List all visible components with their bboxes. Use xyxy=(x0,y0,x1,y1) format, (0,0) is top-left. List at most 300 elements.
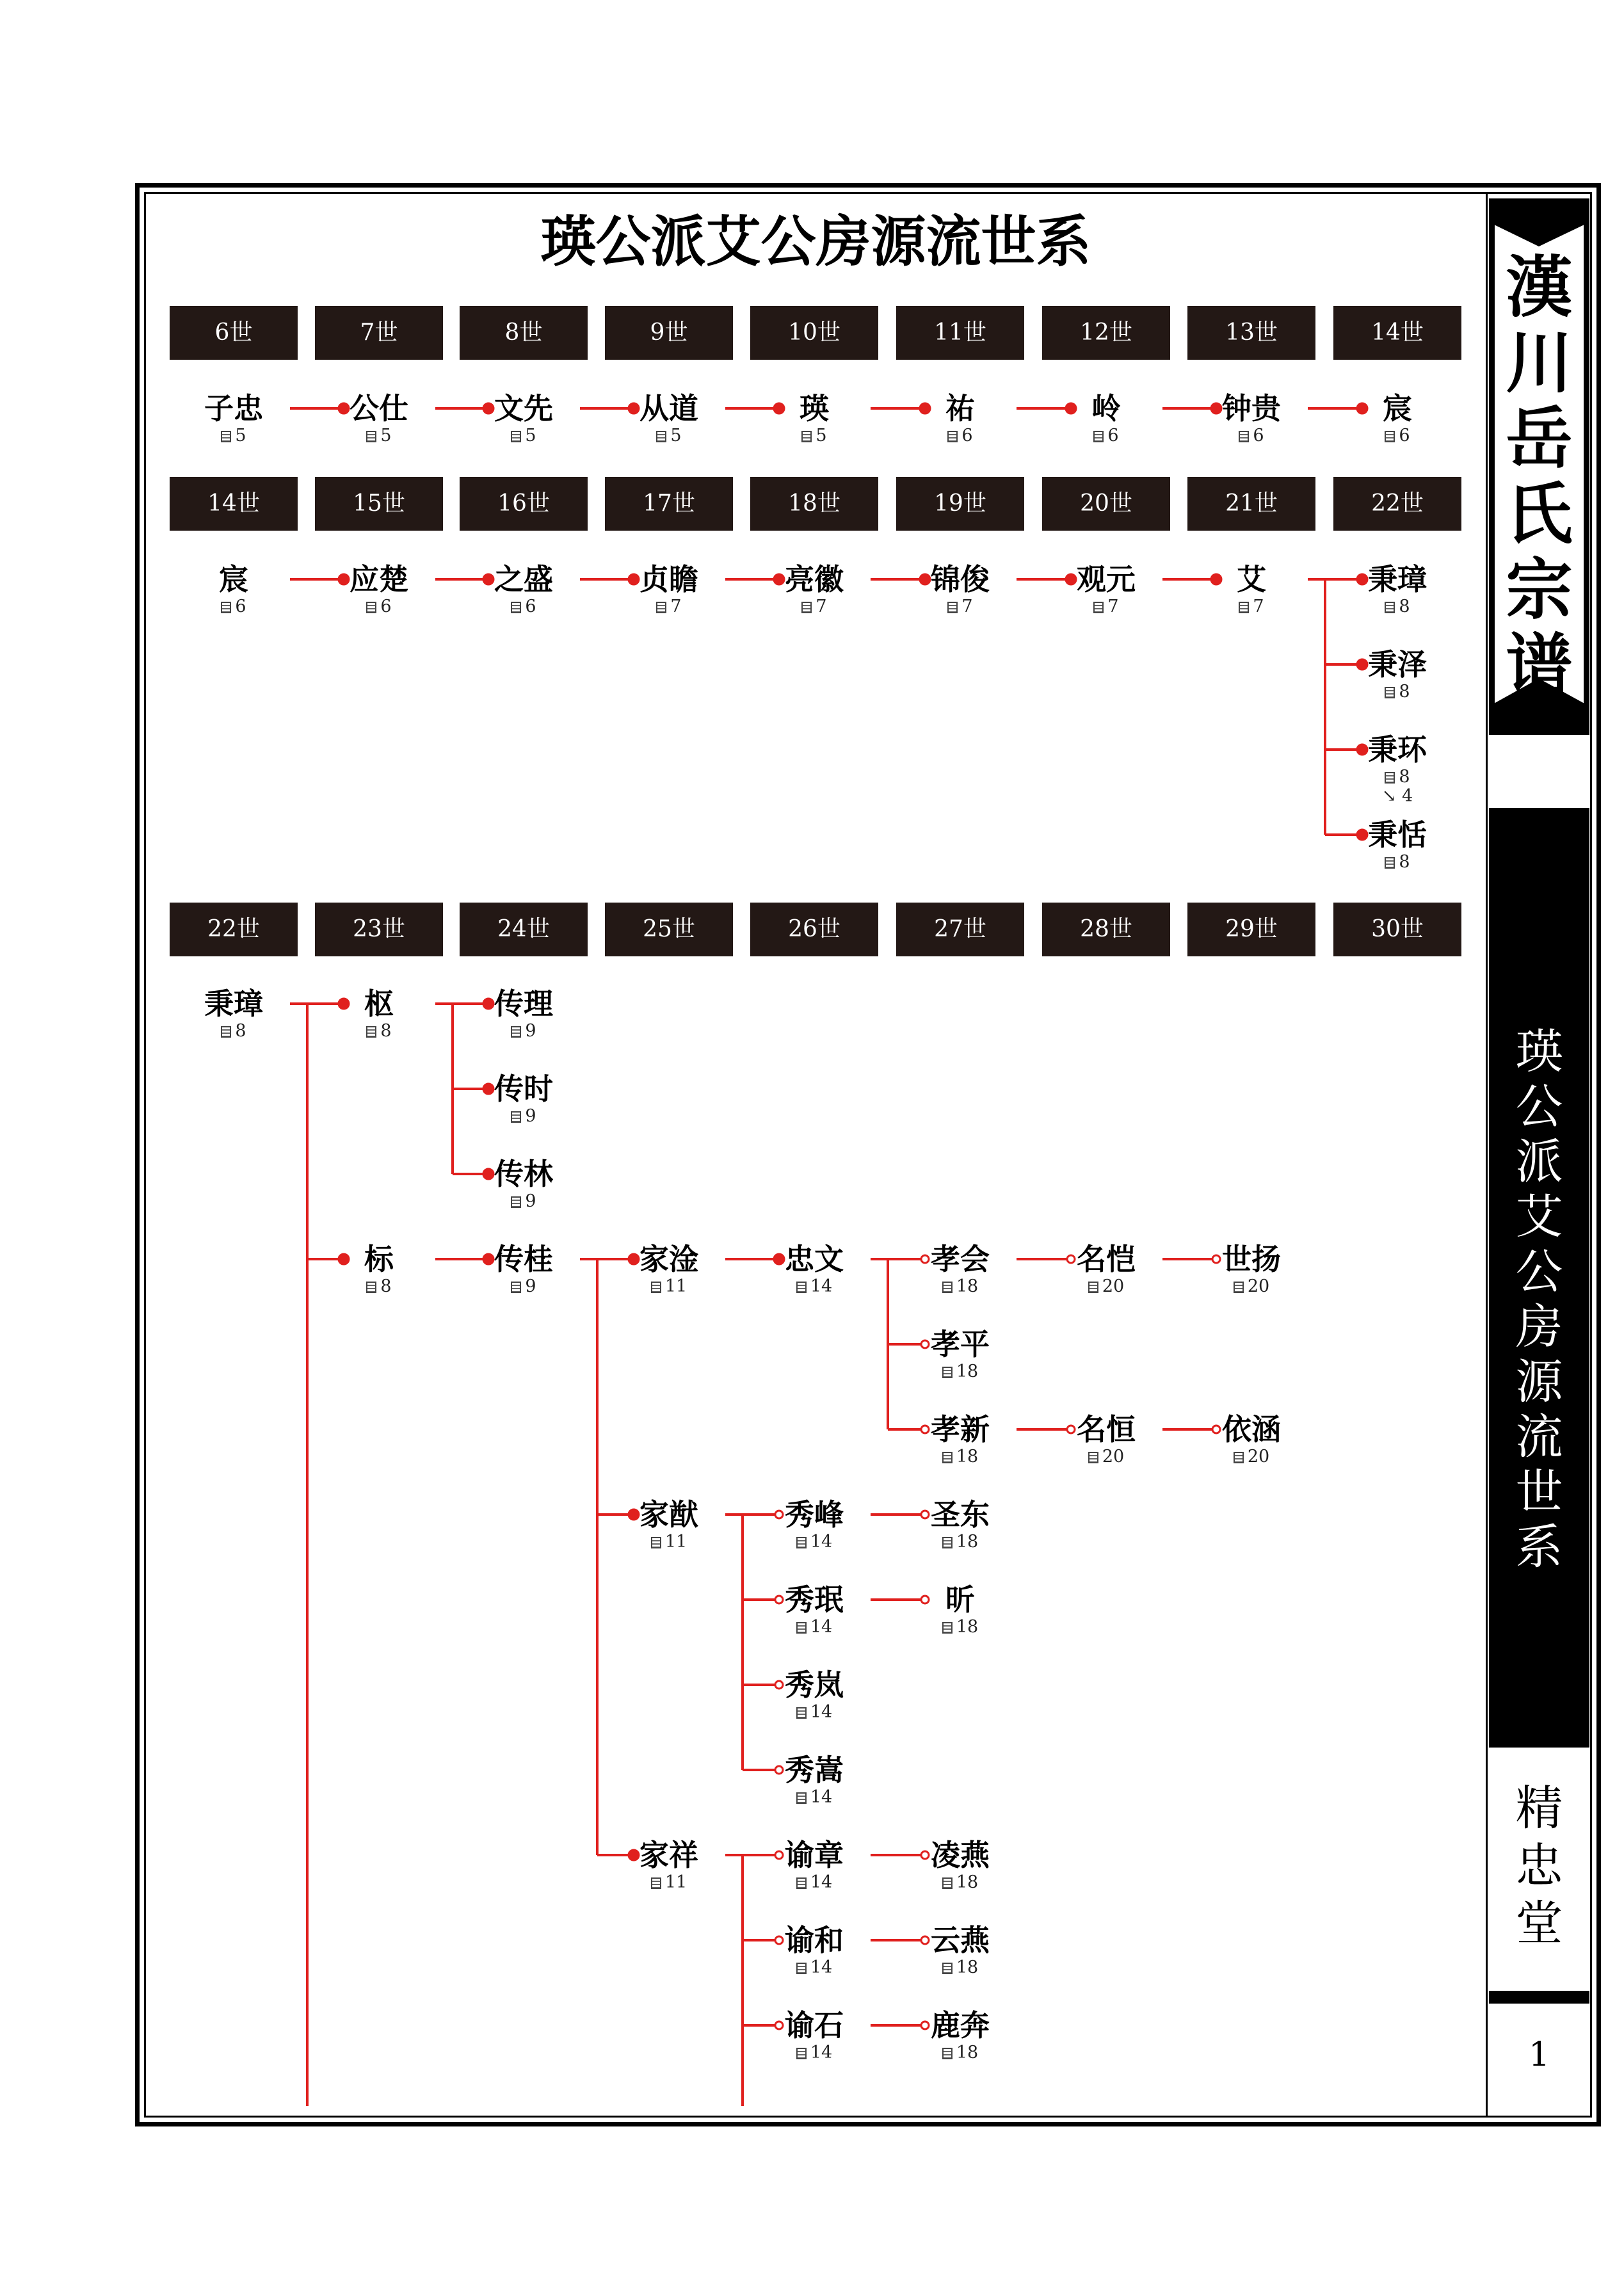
page-number-ref: 14 xyxy=(810,1617,833,1637)
person-node[interactable] xyxy=(586,1241,752,1296)
generation-label: 21世 xyxy=(1187,477,1315,531)
person-node[interactable] xyxy=(150,390,317,446)
generation-label: 10世 xyxy=(750,306,878,360)
page-number-ref: 7 xyxy=(670,597,682,616)
document-icon xyxy=(1093,602,1104,613)
link-dot-icon xyxy=(1211,403,1221,414)
generation-label: 25世 xyxy=(605,903,733,956)
document-icon xyxy=(1385,431,1395,442)
person-node[interactable] xyxy=(1023,1411,1189,1467)
link-dot-icon xyxy=(774,1254,784,1264)
person-node[interactable] xyxy=(877,1837,1043,1892)
person-node[interactable] xyxy=(731,1752,897,1807)
page-number-ref: 14 xyxy=(810,1276,833,1296)
person-name: 家祥 xyxy=(639,1838,698,1872)
open-link-dot-icon xyxy=(1067,1426,1075,1433)
person-name: 世扬 xyxy=(1222,1242,1281,1276)
page-number-ref: 18 xyxy=(956,1362,979,1381)
person-node[interactable] xyxy=(877,390,1043,446)
document-icon xyxy=(1385,857,1395,869)
person-name: 艾 xyxy=(1237,562,1266,597)
page-number-ref: 6 xyxy=(525,597,536,616)
document-icon xyxy=(366,431,376,442)
page-reference xyxy=(1314,853,1481,872)
open-link-dot-icon xyxy=(1212,1255,1220,1263)
document-icon xyxy=(366,602,376,613)
page-reference xyxy=(731,1532,897,1552)
page-reference xyxy=(731,426,897,446)
person-node[interactable] xyxy=(731,1922,897,1977)
person-name: 秉璋 xyxy=(1368,562,1427,597)
link-dot-icon xyxy=(774,403,784,414)
link-dot-icon xyxy=(629,574,639,584)
generation-label: 23世 xyxy=(315,903,443,956)
page-reference xyxy=(1314,768,1481,787)
page-title: 瑛公派艾公房源流世系 xyxy=(540,209,1091,274)
person-name: 锦俊 xyxy=(931,562,990,597)
page-number-ref: 11 xyxy=(664,1872,687,1892)
open-link-dot-icon xyxy=(921,1426,929,1433)
person-name: 祐 xyxy=(945,391,975,426)
document-icon xyxy=(796,1792,807,1804)
person-name: 秀峰 xyxy=(785,1497,844,1532)
person-node[interactable] xyxy=(1168,1411,1335,1467)
page-reference xyxy=(877,2043,1043,2062)
document-icon xyxy=(942,1877,953,1889)
person-name: 凌燕 xyxy=(931,1838,990,1872)
link-dot-icon xyxy=(629,1254,639,1264)
page-reference xyxy=(150,1022,317,1041)
link-dot-icon xyxy=(483,403,494,414)
generation-label: 14世 xyxy=(170,477,298,531)
open-link-dot-icon xyxy=(1212,1426,1220,1433)
person-name: 观元 xyxy=(1077,562,1136,597)
open-link-dot-icon xyxy=(775,1766,783,1774)
link-dot-icon xyxy=(483,1254,494,1264)
generation-label: 6世 xyxy=(170,306,298,360)
page-number-ref: 8 xyxy=(1399,597,1410,616)
document-icon xyxy=(1385,687,1395,698)
person-node[interactable] xyxy=(440,1156,607,1211)
person-node[interactable] xyxy=(1023,561,1189,616)
document-icon xyxy=(796,1282,807,1293)
generation-label: 12世 xyxy=(1042,306,1170,360)
person-name: 鹿奔 xyxy=(931,2008,990,2043)
person-name: 昕 xyxy=(945,1582,975,1617)
document-icon xyxy=(1385,772,1395,784)
person-node[interactable] xyxy=(150,561,317,616)
open-link-dot-icon xyxy=(775,1511,783,1518)
person-name: 秀嵩 xyxy=(785,1753,844,1787)
document-icon xyxy=(942,1622,953,1634)
page-reference xyxy=(731,1958,897,1977)
page-reference xyxy=(296,426,462,446)
page-number-ref: 14 xyxy=(810,1872,833,1892)
document-icon xyxy=(947,602,958,613)
page-reference xyxy=(731,1703,897,1722)
generation-label: 9世 xyxy=(605,306,733,360)
document-icon xyxy=(656,602,666,613)
page-reference xyxy=(877,426,1043,446)
person-name: 忠文 xyxy=(785,1242,844,1276)
page-number-ref: 6 xyxy=(1253,426,1264,446)
person-node[interactable] xyxy=(877,1582,1043,1637)
person-node[interactable] xyxy=(1168,390,1335,446)
page-reference xyxy=(731,1277,897,1296)
person-node[interactable] xyxy=(1314,732,1481,806)
document-icon xyxy=(942,2048,953,2059)
page-number: 1 xyxy=(1528,2036,1550,2074)
link-dot-icon xyxy=(1066,574,1076,584)
page-reference xyxy=(731,2043,897,2062)
person-node[interactable] xyxy=(731,1241,897,1296)
document-icon xyxy=(1385,602,1395,613)
person-node[interactable] xyxy=(296,561,462,616)
page-number-ref: 18 xyxy=(956,2043,979,2062)
link-dot-icon xyxy=(339,403,349,414)
person-name: 孝新 xyxy=(931,1412,990,1447)
person-node[interactable] xyxy=(296,1241,462,1296)
link-dot-icon xyxy=(339,999,349,1009)
person-node[interactable] xyxy=(1314,647,1481,702)
document-icon xyxy=(942,1452,953,1463)
person-node[interactable] xyxy=(1314,561,1481,616)
person-node[interactable] xyxy=(731,1667,897,1722)
person-name: 名恒 xyxy=(1077,1412,1136,1447)
generation-label: 13世 xyxy=(1187,306,1315,360)
page-reference xyxy=(150,426,317,446)
link-dot-icon xyxy=(920,403,930,414)
document-icon xyxy=(942,1367,953,1378)
person-name: 枢 xyxy=(364,986,394,1021)
page-number-ref: 7 xyxy=(961,597,973,616)
open-link-dot-icon xyxy=(775,1936,783,1944)
person-name: 秉恬 xyxy=(1368,817,1427,852)
document-icon xyxy=(651,1282,661,1293)
link-dot-icon xyxy=(483,574,494,584)
page-number-ref: 8 xyxy=(235,1021,246,1041)
person-name: 子忠 xyxy=(204,391,263,426)
person-node[interactable] xyxy=(1168,1241,1335,1296)
generation-label: 8世 xyxy=(460,306,588,360)
document-icon xyxy=(651,1877,661,1889)
document-icon xyxy=(366,1282,376,1293)
generation-label: 24世 xyxy=(460,903,588,956)
page-number-ref: 11 xyxy=(664,1276,687,1296)
person-name: 钟贵 xyxy=(1222,391,1281,426)
page-reference xyxy=(1023,597,1189,616)
person-name: 标 xyxy=(364,1242,394,1276)
side-panel-divider xyxy=(1486,192,1488,2118)
page-reference xyxy=(1314,426,1481,446)
page-reference xyxy=(586,1873,752,1892)
page-reference xyxy=(1314,682,1481,702)
page-reference xyxy=(1168,597,1335,616)
page-number-ref: 18 xyxy=(956,1447,979,1467)
link-dot-icon xyxy=(629,403,639,414)
document-icon xyxy=(1093,431,1104,442)
generation-label: 29世 xyxy=(1187,903,1315,956)
person-name: 传理 xyxy=(494,986,553,1021)
page-reference xyxy=(877,1277,1043,1296)
cross-reference[interactable]: ↘ 4 xyxy=(1381,786,1413,806)
person-node[interactable] xyxy=(731,561,897,616)
person-name: 家淦 xyxy=(639,1242,698,1276)
document-icon xyxy=(511,1196,521,1208)
person-node[interactable] xyxy=(731,1837,897,1892)
page-reference xyxy=(586,597,752,616)
person-node[interactable] xyxy=(296,390,462,446)
page-reference xyxy=(877,1447,1043,1467)
person-node[interactable] xyxy=(586,390,752,446)
page-reference xyxy=(731,1873,897,1892)
person-node[interactable] xyxy=(1168,561,1335,616)
page-reference xyxy=(877,1958,1043,1977)
person-node[interactable] xyxy=(877,1922,1043,1977)
person-node[interactable] xyxy=(877,1241,1043,1296)
person-name: 秉璋 xyxy=(204,986,263,1021)
document-icon xyxy=(796,1537,807,1548)
generation-label: 11世 xyxy=(896,306,1024,360)
page-reference xyxy=(440,1107,607,1126)
document-icon xyxy=(221,1026,231,1038)
page-reference xyxy=(877,1362,1043,1381)
document-icon xyxy=(1239,602,1249,613)
person-name: 秀岚 xyxy=(785,1668,844,1702)
page-reference xyxy=(877,1873,1043,1892)
page-number-ref: 5 xyxy=(380,426,392,446)
person-node[interactable] xyxy=(150,986,317,1041)
link-dot-icon xyxy=(483,1084,494,1094)
clan-name: 漢川岳氏宗谱 xyxy=(1506,248,1573,704)
document-icon xyxy=(942,1537,953,1548)
open-link-dot-icon xyxy=(921,1340,929,1348)
page-reference xyxy=(877,1618,1043,1637)
link-dot-icon xyxy=(774,574,784,584)
document-icon xyxy=(221,431,231,442)
page-reference xyxy=(440,1277,607,1296)
page-reference xyxy=(731,597,897,616)
person-name: 贞瞻 xyxy=(639,562,698,597)
document-icon xyxy=(796,2048,807,2059)
person-node[interactable] xyxy=(731,1582,897,1637)
person-name: 谕章 xyxy=(785,1838,844,1872)
page-reference xyxy=(440,426,607,446)
person-node[interactable] xyxy=(1314,817,1481,872)
person-name: 秉泽 xyxy=(1368,647,1427,682)
person-node[interactable] xyxy=(877,561,1043,616)
page-number-ref: 20 xyxy=(1247,1276,1270,1296)
generation-label: 15世 xyxy=(315,477,443,531)
link-dot-icon xyxy=(1357,744,1367,755)
generation-label: 22世 xyxy=(170,903,298,956)
page-reference xyxy=(296,1277,462,1296)
page-number-ref: 9 xyxy=(525,1276,536,1296)
person-node[interactable] xyxy=(440,1241,607,1296)
page-reference xyxy=(1023,1277,1189,1296)
page-number-ref: 18 xyxy=(956,1617,979,1637)
document-icon xyxy=(511,1282,521,1293)
document-icon xyxy=(221,602,231,613)
person-name: 应楚 xyxy=(350,562,408,597)
person-name: 谕和 xyxy=(785,1923,844,1957)
page-number-ref: 6 xyxy=(235,597,246,616)
open-link-dot-icon xyxy=(1067,1255,1075,1263)
document-icon xyxy=(801,431,812,442)
document-icon xyxy=(796,1622,807,1634)
person-node[interactable] xyxy=(877,1411,1043,1467)
person-node[interactable] xyxy=(1023,390,1189,446)
page-number-ref: 7 xyxy=(1253,597,1264,616)
document-icon xyxy=(1234,1452,1244,1463)
person-node[interactable] xyxy=(440,986,607,1041)
open-link-dot-icon xyxy=(921,1596,929,1604)
generation-label: 22世 xyxy=(1333,477,1461,531)
page-number-ref: 8 xyxy=(1399,852,1410,872)
page-number-ref: 5 xyxy=(670,426,682,446)
open-link-dot-icon xyxy=(921,1851,929,1859)
open-link-dot-icon xyxy=(921,1936,929,1944)
page-number-ref: 8 xyxy=(1399,682,1410,702)
link-dot-icon xyxy=(483,999,494,1009)
open-link-dot-icon xyxy=(775,1596,783,1604)
person-name: 谕石 xyxy=(785,2008,844,2043)
open-link-dot-icon xyxy=(921,1255,929,1263)
generation-label: 16世 xyxy=(460,477,588,531)
person-node[interactable] xyxy=(586,561,752,616)
person-name: 宸 xyxy=(1383,391,1412,426)
person-node[interactable] xyxy=(731,390,897,446)
person-name: 亮徽 xyxy=(785,562,844,597)
generation-label: 28世 xyxy=(1042,903,1170,956)
page-reference xyxy=(296,597,462,616)
document-icon xyxy=(1088,1282,1098,1293)
page-number-ref: 9 xyxy=(525,1021,536,1041)
person-node[interactable] xyxy=(731,2007,897,2062)
page-reference xyxy=(296,1022,462,1041)
page-reference xyxy=(1023,426,1189,446)
page-number-ref: 8 xyxy=(380,1021,392,1041)
page-reference xyxy=(586,426,752,446)
document-icon xyxy=(801,602,812,613)
person-name: 传时 xyxy=(494,1072,553,1106)
generation-label: 19世 xyxy=(896,477,1024,531)
page-number-ref: 14 xyxy=(810,1532,833,1552)
page-reference xyxy=(586,1277,752,1296)
person-node[interactable] xyxy=(1023,1241,1189,1296)
page-number-ref: 14 xyxy=(810,1957,833,1977)
page-number-ref: 7 xyxy=(816,597,827,616)
page-number-ref: 6 xyxy=(1107,426,1119,446)
person-node[interactable] xyxy=(440,390,607,446)
side-panel-thin-band xyxy=(1489,730,1589,735)
person-node[interactable] xyxy=(296,986,462,1041)
person-name: 岭 xyxy=(1091,391,1121,426)
generation-label: 18世 xyxy=(750,477,878,531)
page-number-ref: 6 xyxy=(961,426,973,446)
open-link-dot-icon xyxy=(775,1681,783,1689)
document-icon xyxy=(942,1963,953,1974)
person-name: 圣东 xyxy=(931,1497,990,1532)
link-dot-icon xyxy=(1357,830,1367,840)
page-number-ref: 5 xyxy=(525,426,536,446)
generation-label: 30世 xyxy=(1333,903,1461,956)
generation-label: 7世 xyxy=(315,306,443,360)
person-name: 云燕 xyxy=(931,1923,990,1957)
side-panel-page-band xyxy=(1489,1991,1589,2004)
document-icon xyxy=(947,431,958,442)
link-dot-icon xyxy=(920,574,930,584)
person-node[interactable] xyxy=(1314,390,1481,446)
person-node[interactable] xyxy=(440,561,607,616)
document-icon xyxy=(511,1111,521,1123)
link-dot-icon xyxy=(1066,403,1076,414)
person-name: 公仕 xyxy=(350,391,408,426)
page-reference xyxy=(586,1532,752,1552)
page-number-ref: 18 xyxy=(956,1957,979,1977)
document-icon xyxy=(796,1877,807,1889)
person-node[interactable] xyxy=(877,1497,1043,1552)
page-reference xyxy=(440,1022,607,1041)
page-number-ref: 11 xyxy=(664,1532,687,1552)
person-name: 宸 xyxy=(219,562,248,597)
person-node[interactable] xyxy=(440,1071,607,1126)
page-reference xyxy=(440,1192,607,1211)
page-number-ref: 5 xyxy=(816,426,827,446)
person-name: 文先 xyxy=(494,391,553,426)
generation-label: 14世 xyxy=(1333,306,1461,360)
document-icon xyxy=(366,1026,376,1038)
page-reference xyxy=(1023,1447,1189,1467)
page-reference xyxy=(440,597,607,616)
person-node[interactable] xyxy=(731,1497,897,1552)
person-node[interactable] xyxy=(586,1497,752,1552)
document-icon xyxy=(511,431,521,442)
generation-label: 20世 xyxy=(1042,477,1170,531)
side-section-title: 瑛公派艾公房源流世系 xyxy=(1515,1024,1563,1575)
document-icon xyxy=(511,1026,521,1038)
page-reference xyxy=(731,1618,897,1637)
link-dot-icon xyxy=(629,1509,639,1520)
person-name: 孝会 xyxy=(931,1242,990,1276)
page-reference xyxy=(150,597,317,616)
page-number-ref: 9 xyxy=(525,1191,536,1211)
document-icon xyxy=(796,1707,807,1719)
generation-label: 27世 xyxy=(896,903,1024,956)
person-name: 孝平 xyxy=(931,1327,990,1362)
page-number-ref: 20 xyxy=(1102,1447,1125,1467)
page-number-ref: 14 xyxy=(810,2043,833,2062)
person-node[interactable] xyxy=(877,1326,1043,1381)
page-number-ref: 18 xyxy=(956,1532,979,1552)
document-icon xyxy=(1234,1282,1244,1293)
person-node[interactable] xyxy=(877,2007,1043,2062)
hall-name: 精忠堂 xyxy=(1515,1781,1563,1951)
page-number-ref: 9 xyxy=(525,1106,536,1126)
open-link-dot-icon xyxy=(921,1511,929,1518)
page-number-ref: 6 xyxy=(1399,426,1410,446)
page-number-ref: 14 xyxy=(810,1787,833,1807)
page-number-ref: 18 xyxy=(956,1276,979,1296)
page-number-ref: 6 xyxy=(380,597,392,616)
open-link-dot-icon xyxy=(921,2022,929,2029)
person-node[interactable] xyxy=(586,1837,752,1892)
document-icon xyxy=(1088,1452,1098,1463)
open-link-dot-icon xyxy=(775,2022,783,2029)
person-name: 名恺 xyxy=(1077,1242,1136,1276)
link-dot-icon xyxy=(1211,574,1221,584)
page-reference xyxy=(1168,1277,1335,1296)
